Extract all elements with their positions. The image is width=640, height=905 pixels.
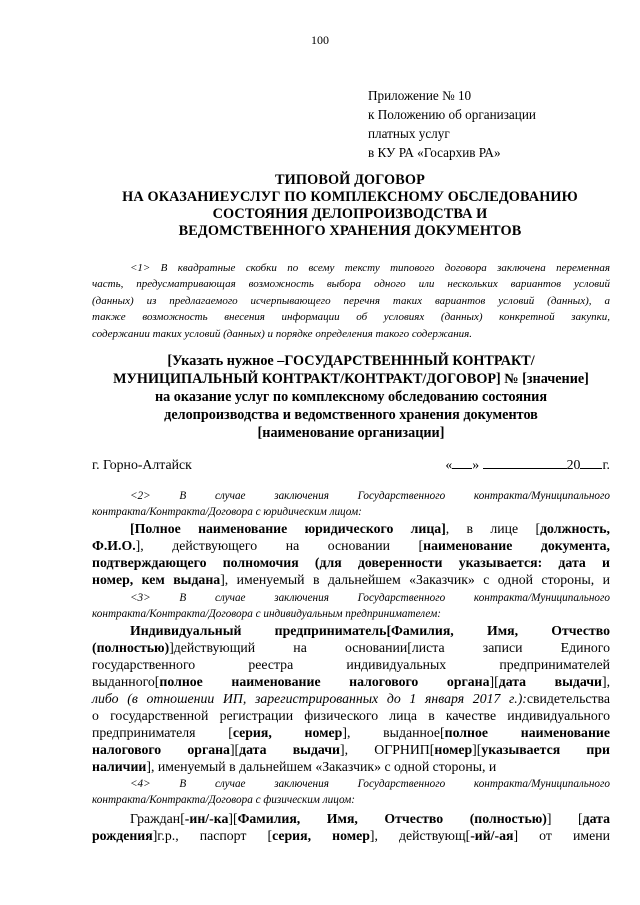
document-field: подтверждающего полномочия (для доверенности указывается: дата и (92, 555, 610, 570)
paragraph-line (92, 554, 610, 571)
text: ][ (472, 742, 482, 757)
paragraph-line (92, 622, 610, 639)
paragraph-individual (92, 810, 610, 844)
paragraph-entrepreneur (92, 622, 610, 775)
document-field: наименование документа, (423, 538, 610, 553)
title-line: ТИПОВОЙ ДОГОВОР (275, 172, 425, 188)
footnote-line: часть, предусматривающая возможность выбора одного или нескольких вариантов условий (92, 278, 610, 291)
appendix-line: платных услуг (368, 126, 450, 141)
gender-suffix-field: -ин/-ка (184, 811, 229, 826)
document-field: номер, кем выдана (92, 572, 221, 587)
text: ][ (489, 674, 499, 689)
date-suffix: г. (602, 457, 610, 472)
issue-date-field: дата выдачи (239, 742, 341, 757)
text: предпринимателя [ (92, 725, 233, 740)
document-title (60, 172, 640, 240)
contract-date (445, 457, 610, 473)
appendix-line: в КУ РА «Госархив РА» (368, 145, 501, 160)
footnote-3 (92, 590, 610, 622)
date-quote-close: » (472, 457, 480, 472)
fio-field: Индивидуальный предприниматель[Фамилия, Имя, Отчество (130, 623, 610, 638)
title-line: СОСТОЯНИЯ ДЕЛОПРОИЗВОДСТВА И (212, 206, 488, 222)
text: ][ (229, 742, 240, 757)
footnote-line: контракта/Контракта/Договора с физическим лицом: (92, 794, 355, 806)
date-quote-open: « (445, 457, 453, 472)
paragraph-line (92, 758, 610, 775)
presence-field: указывается при (481, 742, 610, 757)
date-year: 20 (566, 457, 581, 472)
paragraph-line: о государственной регистрации физического лица в качестве индивидуального (92, 708, 610, 723)
date-day-blank (452, 458, 472, 469)
text: ], действующего на основании [ (135, 538, 424, 553)
fio-field: (полностью) (92, 640, 170, 655)
paragraph-line (92, 520, 610, 537)
date-year-blank (580, 458, 602, 469)
paragraph-legal-entity (92, 520, 610, 588)
paragraph-line (92, 571, 610, 588)
birth-date-field: дата (582, 811, 611, 826)
fio-field: Фамилия, Имя, Отчество (полностью) (237, 811, 547, 826)
series-number-field: серия, номер (272, 828, 370, 843)
paragraph-line (92, 741, 610, 758)
tax-authority-field: налогового органа (92, 742, 230, 757)
position-field: должность, (540, 521, 610, 536)
footnote-line: <2> В случае заключения Государственного контракта/Муниципального (130, 490, 610, 502)
text: ], ОГРНИП[ (340, 742, 435, 757)
paragraph-line (92, 827, 610, 844)
heading-line: на оказание услуг по комплексному обследованию состояния (154, 389, 548, 405)
footnote-line: <4> В случае заключения Государственного контракта/Муниципального (130, 778, 610, 790)
text: ] [ (546, 811, 583, 826)
paragraph-line (92, 690, 610, 707)
text: ] от имени (513, 828, 610, 843)
footnote-line: <3> В случае заключения Государственного контракта/Муниципального (130, 592, 610, 604)
footnote-line: (данных) из предлагаемого исчерпывающего перечня таких вариантов условий (данных), а (92, 294, 610, 307)
number-field: номер (434, 742, 473, 757)
footnote-line: контракта/Контракта/Договора с юридическим лицом: (92, 506, 362, 518)
appendix-block (368, 86, 536, 162)
footnote-line: контракта/Контракта/Договора с индивидуальным предпринимателем: (92, 608, 441, 620)
text: ], действующ[ (369, 828, 471, 843)
text: ], выданное[ (342, 725, 445, 740)
tax-authority-field: полное наименование (444, 725, 610, 740)
appendix-line: к Положению об организации (368, 107, 536, 122)
contract-heading (92, 352, 610, 442)
paragraph-line (92, 673, 610, 690)
footnote-line: <1> В квадратные скобки по всему тексту типового договора заключена переменная (130, 262, 610, 274)
footnote-line: также возможность внесения информации об условиях (данных) конкретной закупки, (92, 311, 610, 324)
italic-note: либо (в отношении ИП, зарегистрированных до 1 января 2017 г.): (92, 691, 527, 706)
paragraph-line: государственного реестра индивидуальных предпринимателей (92, 657, 610, 672)
gender-suffix-field: -ий/-ая (470, 828, 514, 843)
heading-line: МУНИЦИПАЛЬНЫЙ КОНТРАКТ/КОНТРАКТ/ДОГОВОР] № [значение] (113, 371, 589, 387)
title-line: НА ОКАЗАНИЕУСЛУГ ПО КОМПЛЕКСНОМУ ОБСЛЕДОВАНИЮ (122, 189, 578, 205)
text: ][ (228, 811, 238, 826)
text: ], именуемый в дальнейшем «Заказчик» с одной стороны, и (146, 759, 497, 774)
text: ], (601, 674, 611, 689)
text: ]г.р., паспорт [ (152, 828, 273, 843)
text: Граждан[ (130, 811, 185, 826)
paragraph-line (92, 639, 610, 656)
fio-field: Ф.И.О. (92, 538, 136, 553)
text: свидетельства (526, 691, 610, 706)
footnote-1 (92, 260, 610, 342)
legal-name-field: [Полное наименование юридического лица] (130, 521, 446, 536)
city-date-line (92, 457, 610, 473)
page-number: 100 (311, 33, 329, 47)
tax-authority-field: полное наименование налогового органа (159, 674, 490, 689)
heading-line: делопроизводства и ведомственного хранения документов (164, 407, 538, 423)
title-line: ВЕДОМСТВЕННОГО ХРАНЕНИЯ ДОКУМЕНТОВ (178, 223, 522, 239)
heading-line: [Указать нужное –ГОСУДАРСТВЕНННЫЙ КОНТРАКТ/ (167, 353, 535, 369)
paragraph-line (92, 724, 610, 741)
footnote-2 (92, 488, 610, 520)
text: выданного[ (92, 674, 160, 689)
series-number-field: серия, номер (232, 725, 343, 740)
presence-field: наличии (92, 759, 147, 774)
city: г. Горно-Алтайск (92, 457, 192, 472)
footnote-line: содержании таких условий (данных) и порядке определения такого содержания. (92, 327, 473, 340)
text: , в лице [ (445, 521, 541, 536)
paragraph-line (92, 537, 610, 554)
text: ]действующий на основании[листа записи Единого (169, 640, 610, 655)
heading-line: [наименование организации] (257, 425, 445, 441)
footnote-4 (92, 776, 610, 808)
paragraph-line (92, 810, 610, 827)
issue-date-field: дата выдачи (498, 674, 602, 689)
birth-date-field: рождения (92, 828, 153, 843)
text: ], именуемый в дальнейшем «Заказчик» с одной стороны, и (220, 572, 611, 587)
date-month-blank (483, 458, 567, 469)
appendix-line: Приложение № 10 (368, 88, 472, 103)
